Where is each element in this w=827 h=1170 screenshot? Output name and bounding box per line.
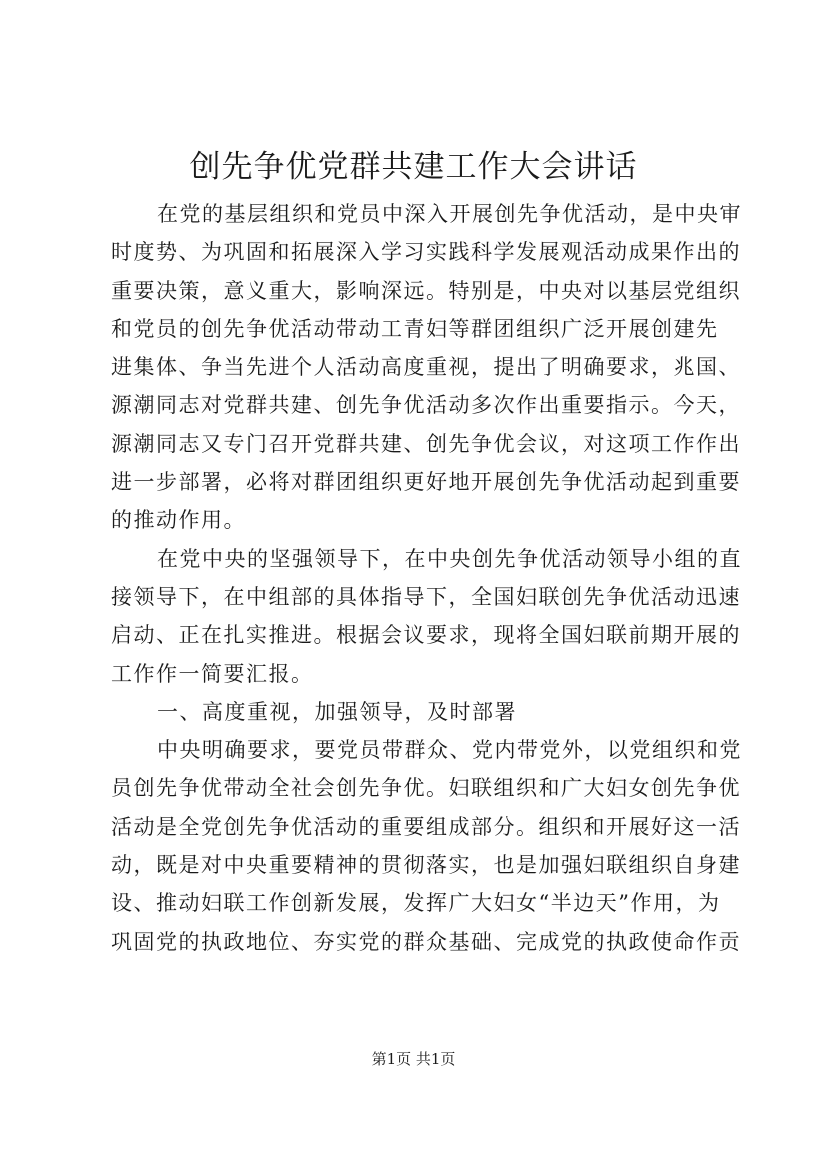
document-body: [111, 195, 741, 961]
page-number-footer: 第1页 共1页: [371, 1050, 456, 1068]
paragraph-line: 源潮同志又专门召开党群共建、创先争优会议，对这项工作作出: [111, 431, 741, 456]
paragraph-line: 源潮同志对党群共建、创先争优活动多次作出重要指示。今天，: [111, 393, 741, 418]
paragraph-line: 启动、正在扎实推进。根据会议要求，现将全国妇联前期开展的: [111, 623, 741, 648]
paragraph-line: 时度势、为巩固和拓展深入学习实践科学发展观活动成果作出的: [111, 240, 741, 265]
paragraph-line: 活动是全党创先争优活动的重要组成部分。组织和开展好这一活: [111, 814, 741, 839]
paragraph-line: 接领导下，在中组部的具体指导下，全国妇联创先争优活动迅速: [111, 584, 741, 609]
paragraph-line: 和党员的创先争优活动带动工青妇等群团组织广泛开展创建先: [111, 316, 719, 341]
document-title: 创先争优党群共建工作大会讲话: [189, 149, 638, 185]
paragraph-line: 进一步部署，必将对群团组织更好地开展创先争优活动起到重要: [111, 470, 741, 495]
paragraph-line: 在党的基层组织和党员中深入开展创先争优活动，是中央审: [157, 202, 742, 226]
paragraph-line: 进集体、争当先进个人活动高度重视，提出了明确要求，兆国、: [111, 355, 741, 380]
paragraph-line: 的推动作用。: [111, 508, 246, 533]
paragraph-line: 巩固党的执政地位、夯实党的群众基础、完成党的执政使命作贡: [111, 929, 741, 954]
paragraph-line: 动，既是对中央重要精神的贯彻落实，也是加强妇联组织自身建: [111, 853, 741, 878]
paragraph-line: 在党中央的坚强领导下，在中央创先争优活动领导小组的直: [157, 546, 742, 571]
paragraph-line: 设、推动妇联工作创新发展，发挥广大妇女“半边天”作用，为: [111, 891, 721, 916]
paragraph-line: 重要决策，意义重大，影响深远。特别是，中央对以基层党组织: [111, 278, 741, 303]
paragraph-line: 中央明确要求，要党员带群众、党内带党外，以党组织和党: [157, 738, 742, 763]
paragraph-line: 工作作一简要汇报。: [111, 661, 314, 686]
section-heading: 一、高度重视，加强领导，及时部署: [157, 699, 517, 724]
paragraph-line: 员创先争优带动全社会创先争优。妇联组织和广大妇女创先争优: [111, 776, 741, 801]
